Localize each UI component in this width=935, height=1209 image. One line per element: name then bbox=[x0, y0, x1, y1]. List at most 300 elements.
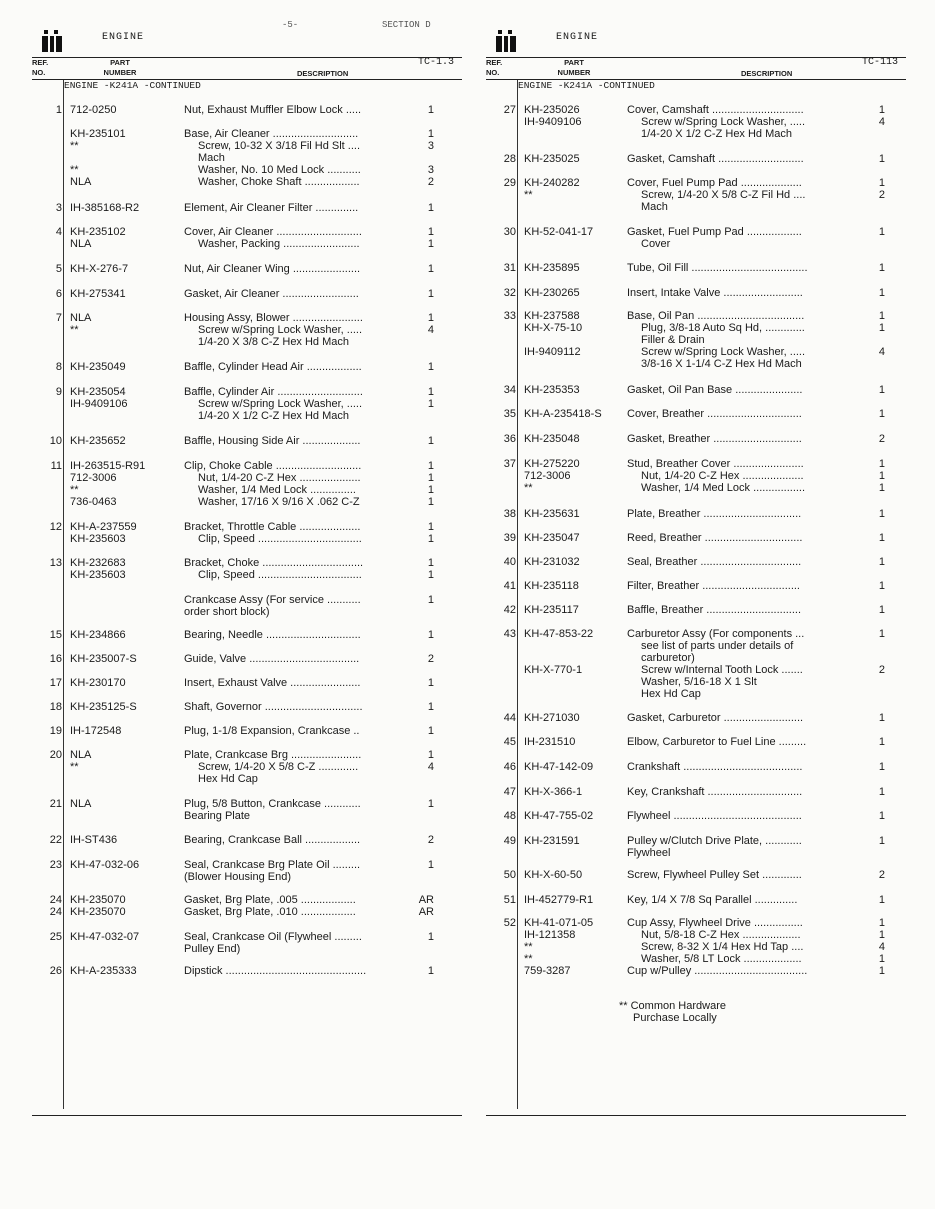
part-number-cell bbox=[70, 312, 182, 336]
quantity: 1 bbox=[416, 202, 434, 214]
description-text: Filler & Drain bbox=[641, 334, 705, 346]
part-number: KH-A-235418-S bbox=[524, 408, 602, 420]
part-number-cell bbox=[70, 594, 182, 606]
quantity: 1 bbox=[867, 470, 885, 482]
description-cell bbox=[627, 556, 885, 568]
part-number-cell bbox=[70, 725, 182, 737]
description-cell bbox=[184, 460, 434, 508]
part-number: KH-235025 bbox=[524, 153, 580, 165]
description-line bbox=[627, 556, 885, 568]
description-text: Washer, Packing ......................... bbox=[198, 238, 360, 250]
ref-number: 33 bbox=[503, 310, 516, 322]
quantity: 1 bbox=[867, 458, 885, 470]
description-text: Cover bbox=[641, 238, 671, 250]
part-number: KH-235070 bbox=[70, 906, 126, 918]
part-number: KH-234866 bbox=[70, 629, 126, 641]
description-text: Cover, Breather ............................... bbox=[627, 408, 802, 420]
description-line bbox=[627, 189, 885, 201]
description-line bbox=[184, 288, 434, 300]
description-cell bbox=[627, 786, 885, 798]
description-line bbox=[184, 677, 434, 689]
ref-number: 18 bbox=[49, 701, 62, 713]
section-title: ENGINE bbox=[556, 32, 599, 43]
part-number-cell bbox=[70, 701, 182, 713]
quantity: 1 bbox=[416, 484, 434, 496]
part-number-cell bbox=[524, 556, 636, 568]
description-text: Gasket, Air Cleaner ......................... bbox=[184, 288, 359, 300]
model-heading: ENGINE -K241A -CONTINUED bbox=[518, 80, 655, 91]
quantity: 4 bbox=[416, 761, 434, 773]
description-text: Elbow, Carburetor to Fuel Line ......... bbox=[627, 736, 807, 748]
description-cell bbox=[627, 177, 885, 213]
description-cell bbox=[184, 701, 434, 713]
part-number bbox=[524, 334, 636, 346]
part-number-cell bbox=[70, 798, 182, 810]
description-text: Gasket, Fuel Pump Pad .................. bbox=[627, 226, 802, 238]
ref-number: 44 bbox=[503, 712, 516, 724]
part-number: KH-271030 bbox=[524, 712, 580, 724]
quantity: 1 bbox=[416, 725, 434, 737]
description-text: Bracket, Choke ................................. bbox=[184, 557, 364, 569]
part-number-cell bbox=[524, 786, 636, 798]
description-text: Reed, Breather ................................ bbox=[627, 532, 803, 544]
description-cell bbox=[627, 869, 885, 881]
part-number: KH-235125-S bbox=[70, 701, 137, 713]
part-number-cell bbox=[70, 226, 182, 250]
description-line bbox=[184, 894, 434, 906]
description-text: Cup w/Pulley ..................................... bbox=[627, 965, 808, 977]
quantity: 2 bbox=[867, 433, 885, 445]
description-text: Tube, Oil Fill ...................................... bbox=[627, 262, 808, 274]
description-text: Washer, No. 10 Med Lock ........... bbox=[198, 164, 361, 176]
description-text: Plug, 5/8 Button, Crankcase ............ bbox=[184, 798, 361, 810]
part-number: KH-235070 bbox=[70, 894, 126, 906]
description-line bbox=[627, 470, 885, 482]
quantity: 2 bbox=[416, 834, 434, 846]
description-cell bbox=[184, 653, 434, 665]
part-number-cell bbox=[70, 894, 182, 906]
description-line bbox=[184, 859, 434, 871]
part-number: KH-275220 bbox=[524, 458, 580, 470]
description-line bbox=[184, 871, 434, 883]
ref-number: 20 bbox=[49, 749, 62, 761]
part-number: KH-237588 bbox=[524, 310, 580, 322]
description-line bbox=[184, 569, 434, 581]
description-line bbox=[627, 869, 885, 881]
description-cell bbox=[627, 458, 885, 494]
description-line bbox=[184, 931, 434, 943]
part-number: KH-230265 bbox=[524, 287, 580, 299]
description-line bbox=[184, 629, 434, 641]
quantity: 1 bbox=[416, 557, 434, 569]
quantity: 1 bbox=[416, 931, 434, 943]
part-number: IH-172548 bbox=[70, 725, 122, 737]
ref-number: 41 bbox=[503, 580, 516, 592]
description-text: Plate, Crankcase Brg ....................... bbox=[184, 749, 362, 761]
ref-number: 30 bbox=[503, 226, 516, 238]
quantity: 1 bbox=[416, 288, 434, 300]
part-number bbox=[524, 652, 636, 664]
description-line bbox=[627, 604, 885, 616]
part-number: KH-A-235333 bbox=[70, 965, 137, 977]
part-number: IH-231510 bbox=[524, 736, 576, 748]
description-line bbox=[627, 941, 885, 953]
ref-number: 23 bbox=[49, 859, 62, 871]
part-number-cell bbox=[524, 384, 636, 396]
part-number: KH-X-366-1 bbox=[524, 786, 583, 798]
description-line bbox=[627, 929, 885, 941]
ref-no-header: REF. NO. bbox=[32, 58, 49, 77]
description-cell bbox=[627, 408, 885, 420]
ref-number: 32 bbox=[503, 287, 516, 299]
description-line bbox=[627, 116, 885, 128]
description-text: Plug, 3/8-18 Auto Sq Hd, ............. bbox=[641, 322, 805, 334]
part-number: ** bbox=[70, 324, 79, 336]
ref-number: 50 bbox=[503, 869, 516, 881]
description-line bbox=[184, 324, 434, 336]
description-text: Washer, 5/8 LT Lock ................... bbox=[641, 953, 802, 965]
ref-number: 7 bbox=[55, 312, 62, 324]
part-number: ** bbox=[524, 941, 533, 953]
part-number: KH-235026 bbox=[524, 104, 580, 116]
quantity: 1 bbox=[416, 472, 434, 484]
ref-number: 29 bbox=[503, 177, 516, 189]
description-text: Bearing, Needle ............................... bbox=[184, 629, 361, 641]
part-number: IH-263515-R91 bbox=[70, 460, 146, 472]
description-text: Crankcase Assy (For service ........... bbox=[184, 594, 361, 606]
part-number: 736-0463 bbox=[70, 496, 117, 508]
part-number: KH-232683 bbox=[70, 557, 126, 569]
description-cell bbox=[184, 931, 434, 955]
ref-number: 1 bbox=[55, 104, 62, 116]
description-line bbox=[184, 594, 434, 606]
section-mark: SECTION D bbox=[382, 20, 431, 30]
description-cell bbox=[627, 917, 885, 977]
ref-number: 27 bbox=[503, 104, 516, 116]
description-line bbox=[184, 496, 434, 508]
quantity: 1 bbox=[416, 569, 434, 581]
description-line bbox=[184, 761, 434, 773]
description-text: Key, 1/4 X 7/8 Sq Parallel .............. bbox=[627, 894, 798, 906]
quantity: 1 bbox=[416, 521, 434, 533]
description-text: Gasket, Breather ............................. bbox=[627, 433, 802, 445]
part-number: NLA bbox=[70, 238, 92, 250]
quantity: 1 bbox=[867, 262, 885, 274]
description-text: Mach bbox=[198, 152, 225, 164]
part-number: KH-235631 bbox=[524, 508, 580, 520]
ref-number: 42 bbox=[503, 604, 516, 616]
description-text: Cover, Air Cleaner ............................ bbox=[184, 226, 362, 238]
ref-number: 52 bbox=[503, 917, 516, 929]
ref-number: 36 bbox=[503, 433, 516, 445]
part-number: KH-235603 bbox=[70, 533, 126, 545]
part-number-cell bbox=[524, 153, 636, 165]
description-text: Pulley w/Clutch Drive Plate, ............ bbox=[627, 835, 802, 847]
part-number-cell bbox=[524, 433, 636, 445]
part-number-cell bbox=[70, 965, 182, 977]
description-text: 1/4-20 X 3/8 C-Z Hex Hd Mach bbox=[198, 336, 350, 348]
description-text: Screw, 8-32 X 1/4 Hex Hd Tap .... bbox=[641, 941, 804, 953]
description-header: DESCRIPTION bbox=[741, 69, 793, 78]
quantity: 1 bbox=[867, 177, 885, 189]
part-number: ** bbox=[524, 189, 533, 201]
description-text: Filter, Breather ................................ bbox=[627, 580, 800, 592]
quantity: 1 bbox=[416, 749, 434, 761]
description-text: Gasket, Carburetor .......................... bbox=[627, 712, 804, 724]
description-text: Clip, Speed .................................. bbox=[198, 569, 362, 581]
quantity: 4 bbox=[867, 941, 885, 953]
description-line bbox=[627, 786, 885, 798]
ref-number: 45 bbox=[503, 736, 516, 748]
description-line bbox=[184, 460, 434, 472]
description-cell bbox=[184, 226, 434, 250]
description-text: Mach bbox=[641, 201, 668, 213]
description-line bbox=[184, 798, 434, 810]
quantity: 1 bbox=[416, 435, 434, 447]
ref-number: 47 bbox=[503, 786, 516, 798]
quantity: 1 bbox=[416, 965, 434, 977]
ref-number: 19 bbox=[49, 725, 62, 737]
description-cell bbox=[184, 435, 434, 447]
quantity: 2 bbox=[867, 664, 885, 676]
part-number: KH-235895 bbox=[524, 262, 580, 274]
quantity: 1 bbox=[867, 810, 885, 822]
description-cell bbox=[184, 521, 434, 545]
part-number-cell bbox=[70, 653, 182, 665]
quantity: 1 bbox=[867, 580, 885, 592]
description-line bbox=[184, 176, 434, 188]
description-line bbox=[627, 238, 885, 250]
description-line bbox=[627, 810, 885, 822]
description-line bbox=[184, 164, 434, 176]
description-line bbox=[184, 202, 434, 214]
description-line bbox=[627, 761, 885, 773]
quantity: 1 bbox=[867, 894, 885, 906]
description-text: Nut, 5/8-18 C-Z Hex ................... bbox=[641, 929, 801, 941]
part-number-cell bbox=[524, 177, 636, 201]
description-cell bbox=[627, 153, 885, 165]
description-text: Cover, Fuel Pump Pad .................... bbox=[627, 177, 802, 189]
description-cell bbox=[627, 104, 885, 140]
quantity: 1 bbox=[416, 226, 434, 238]
part-number: IH-9409112 bbox=[524, 346, 581, 358]
description-text: Flywheel bbox=[627, 847, 671, 859]
description-line bbox=[184, 361, 434, 373]
description-line bbox=[627, 322, 885, 334]
description-line bbox=[184, 557, 434, 569]
description-cell bbox=[627, 736, 885, 748]
description-cell bbox=[627, 894, 885, 906]
part-number: KH-X-60-50 bbox=[524, 869, 583, 881]
part-number: KH-47-853-22 bbox=[524, 628, 594, 640]
part-number: IH-385168-R2 bbox=[70, 202, 140, 214]
ref-number: 37 bbox=[503, 458, 516, 470]
description-line bbox=[627, 847, 885, 859]
description-line bbox=[627, 953, 885, 965]
description-line bbox=[184, 773, 434, 785]
description-line bbox=[184, 386, 434, 398]
ref-number: 39 bbox=[503, 532, 516, 544]
description-cell bbox=[627, 433, 885, 445]
model-heading: ENGINE -K241A -CONTINUED bbox=[64, 80, 201, 91]
part-number: KH-235603 bbox=[70, 569, 126, 581]
quantity: 1 bbox=[867, 712, 885, 724]
description-cell bbox=[184, 798, 434, 822]
quantity: 1 bbox=[416, 629, 434, 641]
part-number: KH-231032 bbox=[524, 556, 580, 568]
part-number: KH-A-237559 bbox=[70, 521, 137, 533]
quantity: 2 bbox=[867, 869, 885, 881]
part-number-cell bbox=[70, 386, 182, 410]
description-line bbox=[627, 965, 885, 977]
description-cell bbox=[184, 386, 434, 422]
description-cell bbox=[184, 894, 434, 906]
description-cell bbox=[184, 557, 434, 581]
description-line bbox=[184, 533, 434, 545]
description-cell bbox=[184, 677, 434, 689]
description-text: Gasket, Oil Pan Base ...................... bbox=[627, 384, 803, 396]
description-text: Cup Assy, Flywheel Drive ................ bbox=[627, 917, 803, 929]
description-line bbox=[627, 433, 885, 445]
part-number: KH-47-755-02 bbox=[524, 810, 594, 822]
description-text: Insert, Exhaust Valve ....................... bbox=[184, 677, 361, 689]
description-text: Screw, 1/4-20 X 5/8 C-Z ............. bbox=[198, 761, 359, 773]
description-text: Washer, 17/16 X 9/16 X .062 C-Z bbox=[198, 496, 360, 508]
ref-number: 40 bbox=[503, 556, 516, 568]
description-text: Base, Air Cleaner ............................ bbox=[184, 128, 359, 140]
part-number: KH-230170 bbox=[70, 677, 126, 689]
part-number-cell bbox=[524, 262, 636, 274]
description-cell bbox=[627, 262, 885, 274]
description-text: Nut, Exhaust Muffler Elbow Lock ..... bbox=[184, 104, 362, 116]
ref-number: 24 bbox=[49, 906, 62, 918]
description-cell bbox=[627, 580, 885, 592]
description-text: Plate, Breather ................................ bbox=[627, 508, 802, 520]
description-cell bbox=[627, 287, 885, 299]
description-line bbox=[627, 458, 885, 470]
part-number-cell bbox=[70, 104, 182, 116]
description-line bbox=[184, 484, 434, 496]
part-number: ** bbox=[70, 164, 79, 176]
description-line bbox=[184, 943, 434, 955]
part-number-cell bbox=[524, 408, 636, 420]
description-text: Shaft, Governor ................................ bbox=[184, 701, 363, 713]
description-line bbox=[627, 408, 885, 420]
part-number-cell bbox=[524, 532, 636, 544]
ref-number: 8 bbox=[55, 361, 62, 373]
quantity: 1 bbox=[867, 287, 885, 299]
quantity: 1 bbox=[416, 361, 434, 373]
description-cell bbox=[184, 749, 434, 785]
description-text: Bearing, Crankcase Ball .................. bbox=[184, 834, 361, 846]
description-text: Seal, Breather ................................. bbox=[627, 556, 802, 568]
description-cell bbox=[184, 288, 434, 300]
left-page-column bbox=[32, 0, 462, 1209]
description-text: 3/8-16 X 1-1/4 C-Z Hex Hd Mach bbox=[641, 358, 802, 370]
description-line bbox=[627, 262, 885, 274]
quantity: 1 bbox=[416, 859, 434, 871]
part-number: KH-47-142-09 bbox=[524, 761, 594, 773]
quantity: AR bbox=[416, 894, 434, 906]
quantity: 1 bbox=[867, 408, 885, 420]
quantity: 4 bbox=[416, 324, 434, 336]
description-text: Washer, 1/4 Med Lock ................. bbox=[641, 482, 806, 494]
part-number bbox=[524, 640, 636, 652]
quantity: 1 bbox=[867, 153, 885, 165]
part-number: KH-235054 bbox=[70, 386, 126, 398]
description-text: Washer, Choke Shaft .................. bbox=[198, 176, 360, 188]
part-number: ** bbox=[524, 953, 533, 965]
description-text: Screw, 10-32 X 3/18 Fil Hd Slt .... bbox=[198, 140, 361, 152]
part-number-cell bbox=[70, 749, 182, 773]
description-cell bbox=[627, 310, 885, 370]
part-number-cell bbox=[70, 128, 182, 188]
description-line bbox=[184, 410, 434, 422]
ref-number: 12 bbox=[49, 521, 62, 533]
part-number-cell bbox=[524, 604, 636, 616]
description-text: Key, Crankshaft ............................... bbox=[627, 786, 803, 798]
part-number-cell bbox=[524, 712, 636, 724]
description-line bbox=[184, 653, 434, 665]
description-line bbox=[627, 334, 885, 346]
description-text: Carburetor Assy (For components ... bbox=[627, 628, 805, 640]
quantity: 1 bbox=[867, 953, 885, 965]
part-number-cell bbox=[524, 894, 636, 906]
description-text: Washer, 5/16-18 X 1 Slt bbox=[641, 676, 757, 688]
part-number-cell bbox=[70, 202, 182, 214]
description-text: Seal, Crankcase Oil (Flywheel ......... bbox=[184, 931, 362, 943]
quantity: 1 bbox=[867, 835, 885, 847]
ref-number: 17 bbox=[49, 677, 62, 689]
part-number: IH-ST436 bbox=[70, 834, 118, 846]
description-text: Hex Hd Cap bbox=[198, 773, 258, 785]
part-number: KH-41-071-05 bbox=[524, 917, 594, 929]
description-cell bbox=[184, 263, 434, 275]
description-text: Gasket, Camshaft ............................ bbox=[627, 153, 804, 165]
description-text: Hex Hd Cap bbox=[641, 688, 701, 700]
description-text: Baffle, Cylinder Head Air .................. bbox=[184, 361, 362, 373]
ih-logo-icon bbox=[496, 30, 516, 52]
part-number-cell bbox=[524, 810, 636, 822]
description-line bbox=[627, 712, 885, 724]
description-cell bbox=[627, 532, 885, 544]
description-text: Pulley End) bbox=[184, 943, 241, 955]
part-number: NLA bbox=[70, 749, 92, 761]
part-number-cell bbox=[70, 263, 182, 275]
part-number-cell bbox=[70, 435, 182, 447]
part-number: ** bbox=[70, 484, 79, 496]
quantity: 1 bbox=[867, 104, 885, 116]
description-line bbox=[627, 532, 885, 544]
description-line bbox=[184, 810, 434, 822]
part-number: ** bbox=[70, 761, 79, 773]
ref-number: 10 bbox=[49, 435, 62, 447]
ref-number: 21 bbox=[49, 798, 62, 810]
description-cell bbox=[184, 859, 434, 883]
part-number-cell bbox=[524, 458, 636, 494]
description-line bbox=[627, 664, 885, 676]
description-line bbox=[627, 226, 885, 238]
description-line bbox=[627, 201, 885, 213]
description-cell bbox=[184, 834, 434, 846]
ref-number: 51 bbox=[503, 894, 516, 906]
description-text: Guide, Valve .................................... bbox=[184, 653, 360, 665]
description-line bbox=[627, 508, 885, 520]
part-number-cell bbox=[524, 869, 636, 881]
description-line bbox=[627, 688, 885, 700]
description-text: 1/4-20 X 1/2 C-Z Hex Hd Mach bbox=[641, 128, 793, 140]
description-line bbox=[184, 701, 434, 713]
